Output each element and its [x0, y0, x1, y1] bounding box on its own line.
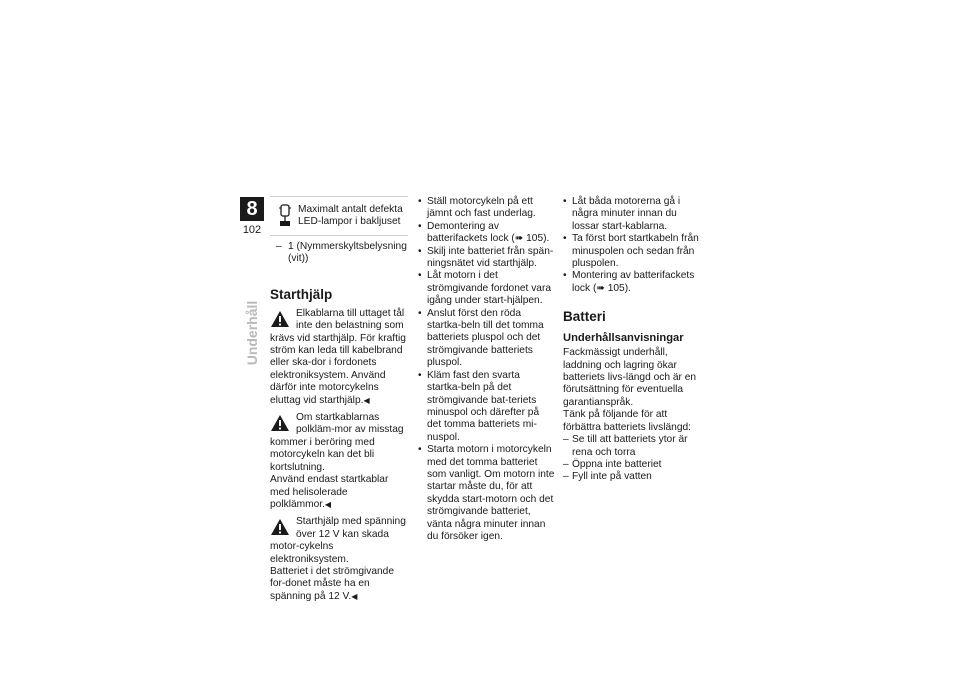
warning-1-text: Elkablarna till uttaget tål inte den belastning som krävs vid starthjälp. För kraftig ström kan leda till kabelbrand eller ska-dor i fordonets elektroniksystem. Använd därför inte motorcykelns eluttag vid starthjälp.	[270, 307, 406, 406]
list-item: • Låt motorn i det strömgivande fordonet vara igång under start-hjälpen.	[418, 270, 556, 307]
list-item: – Fyll inte på vatten	[563, 471, 703, 483]
starthjalp-steps-cont	[563, 196, 703, 295]
end-mark: ◀	[324, 499, 332, 509]
list-item: • Kläm fast den svarta startka-beln på det strömgivande bat-teriets minuspol och därefter på det tomma batteriets mi-nuspol.	[418, 370, 556, 444]
spec-dash: –	[276, 241, 282, 252]
chapter-number-badge: 8	[240, 197, 264, 221]
starthjalp-steps	[418, 196, 556, 543]
batteri-paragraph: Fackmässigt underhåll, laddning och lagring ökar batteriets livs-längd och är en förutsättning för eventuella garantianspråk.	[563, 347, 697, 408]
warning-triangle-icon	[270, 518, 290, 536]
list-item: • Demontering av batterifackets lock (➠ 105).	[418, 221, 556, 246]
end-mark: ◀	[351, 591, 358, 601]
spec-header-text: Maximalt antalt defekta LED-lampor i bakljuset	[298, 204, 403, 228]
spec-value-cont: (vit))	[288, 253, 309, 265]
starthjalp-intro: Batteriet i det strömgivande for-donet måste ha en spänning på 12 V.	[270, 565, 395, 602]
list-item: – Öppna inte batteriet	[563, 459, 703, 471]
list-item: • Starta motorn i motorcykeln med det tomma batteriet som vanligt. Om motorn inte startar måste du, för att skydda start-motorn och det strömgivande batteriet, vänta några minuter innan du försöker igen.	[418, 444, 556, 543]
batteri-tips	[563, 434, 703, 484]
spec-value: 1 (Nymmerskyltsbelysning	[288, 241, 407, 252]
warning-triangle-icon	[270, 310, 290, 328]
spec-table-header	[270, 197, 408, 236]
section-title-batteri: Batteri	[563, 309, 606, 325]
warning-2-text: Om startkablarnas polkläm-mor av misstag kommer i beröring med motorcykeln kan det bli kortslutning.	[270, 412, 404, 473]
list-item: • Anslut först den röda startka-beln till det tomma batteriets pluspol och det strömgivande batteriets pluspol.	[418, 308, 556, 370]
column-3	[563, 196, 703, 484]
batteri-intro: Tänk på följande för att förbättra batteriets livslängd:	[563, 409, 691, 433]
list-item: – Se till att batteriets ytor är rena och torra	[563, 434, 703, 459]
column-2	[418, 196, 556, 543]
spec-table-row	[270, 236, 408, 273]
list-item: • Ställ motorcykeln på ett jämnt och fast underlag.	[418, 196, 556, 221]
list-item: • Låt båda motorerna gå i några minuter innan du lossar start-kablarna.	[563, 196, 703, 233]
list-item: • Montering av batterifackets lock (➠ 105).	[563, 270, 703, 295]
warning-2	[270, 412, 408, 511]
warning-3-text: Starthjälp med spänning över 12 V kan skada motor-cykelns elektroniksystem.	[270, 516, 406, 565]
list-item: • Ta först bort startkabeln från minuspolen och sedan från pluspolen.	[563, 233, 703, 270]
section-tab-label: Underhåll	[244, 300, 260, 366]
warning-1	[270, 308, 408, 407]
end-mark: ◀	[363, 395, 370, 405]
spec-table	[270, 196, 408, 273]
warning-triangle-icon	[270, 414, 290, 432]
warning-2b-text: Använd endast startkablar med helisolerade polklämmor.	[270, 474, 389, 510]
list-item: • Skilj inte batteriet från spän-ningsnätet vid starthjälp.	[418, 246, 556, 271]
section-title-starthjalp: Starthjälp	[270, 286, 333, 302]
warning-3	[270, 516, 408, 603]
subsection-title-underhall: Underhållsanvisningar	[563, 332, 684, 345]
column-1	[270, 196, 408, 603]
page-number: 102	[242, 224, 262, 236]
tail-light-bulb-icon	[276, 203, 294, 229]
